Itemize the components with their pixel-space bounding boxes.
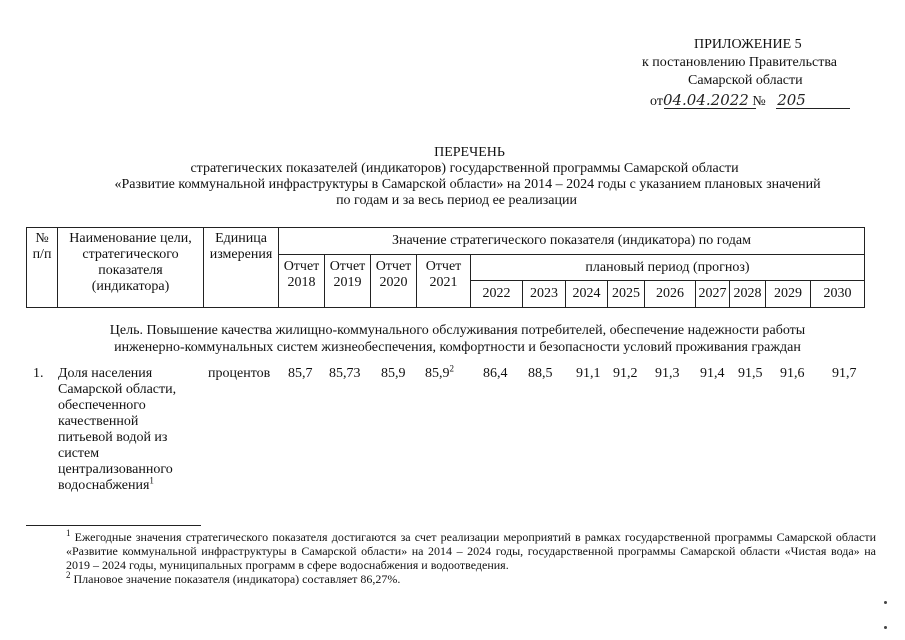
row1-value-2024: 91,1 [576, 366, 601, 381]
goal-text [0, 322, 905, 356]
col-unit-header [204, 228, 279, 308]
footnotes [26, 530, 876, 586]
row1-value-2029: 91,6 [780, 366, 805, 381]
row1-name-line2: Самарской области, [58, 382, 177, 397]
appendix-line3: Самарской области [688, 73, 803, 88]
heading-line1: стратегических показателей (индикаторов) государственной программы Самарской области [190, 161, 739, 176]
goal-line1: Цель. Повышение качества жилищно-коммунального обслуживания потребителей, обеспечение надежности работы [109, 323, 806, 338]
row1-value-2021 [425, 363, 454, 382]
col-number-line2: п/п [32, 247, 52, 262]
date-prefix: от [650, 94, 663, 109]
plan-year-2030: 2030 [811, 281, 865, 308]
report-2021-header [417, 255, 471, 308]
row1-name-line4: качественной [58, 414, 139, 429]
date-value: 04.04.2022 [662, 91, 749, 109]
row1-value-2027: 91,4 [700, 366, 725, 381]
footnote-2-mark: 2 [66, 570, 71, 580]
row1-value-2022: 86,4 [483, 366, 508, 381]
indicators-table-header [26, 227, 865, 308]
report-word: Отчет [283, 259, 320, 274]
footnote-2-text: Плановое значение показателя (индикатора) составляет 86,27%. [73, 572, 401, 586]
report-year: 2020 [379, 275, 408, 290]
heading-line2: «Развитие коммунальной инфраструктуры в Самарской области» на 2014 – 2024 годы с указанием плановых значений [114, 177, 821, 192]
goal-line2: инженерно-коммунальных систем жизнеобеспечения, комфортности и безопасности условий проживания граждан [114, 340, 801, 355]
col-number-header [27, 228, 58, 308]
footnote-2 [26, 572, 876, 586]
report-2020-header [371, 255, 417, 308]
col-unit-line1: Единица [215, 231, 267, 246]
row1-name [58, 366, 208, 494]
row1-value-2026: 91,3 [655, 366, 680, 381]
row1-value-2030: 91,7 [832, 366, 857, 381]
scan-speck [884, 626, 887, 629]
row1-value-2028: 91,5 [738, 366, 763, 381]
heading-line3: по годам и за весь период ее реализации [336, 193, 577, 208]
date-underline [664, 108, 756, 109]
plan-year-2022: 2022 [471, 281, 523, 308]
plan-year-2027: 2027 [696, 281, 730, 308]
footnote-ref-2: 2 [449, 363, 454, 374]
row1-value-2019: 85,73 [329, 366, 361, 381]
footnote-1-text: Ежегодные значения стратегического показателя достигаются за счет реализации мероприятий в рамках государственной программы Самарской области «Развитие коммунальной инфраструктуры в Самарской области» на 2014 – 2024 годы, государственной программы Самарской области «Чистая вода» на 2019 – 2024 годы, муниципальных программ в сфере водоснабжения и водоотведения. [66, 530, 877, 572]
row1-name-line7: централизованного [58, 462, 173, 477]
report-word: Отчет [375, 259, 412, 274]
report-word: Отчет [329, 259, 366, 274]
report-year: 2019 [333, 275, 362, 290]
row1-value-2020: 85,9 [381, 366, 406, 381]
plan-year-2024: 2024 [566, 281, 608, 308]
col-name-line3: показателя [98, 263, 163, 278]
row1-name-line1: Доля населения [58, 366, 153, 381]
document-heading [0, 145, 905, 209]
row1-value-2023: 88,5 [528, 366, 553, 381]
plan-year-2025: 2025 [608, 281, 645, 308]
col-name-line1: Наименование цели, [69, 231, 192, 246]
row1-name-line3: обеспеченного [58, 398, 146, 413]
row1-name-line6: систем [58, 446, 100, 461]
plan-year-2028: 2028 [730, 281, 766, 308]
values-group-header: Значение стратегического показателя (индикатора) по годам [279, 228, 865, 255]
number-value: 205 [777, 91, 806, 109]
plan-year-2023: 2023 [523, 281, 566, 308]
row1-name-line5: питьевой водой из [58, 430, 168, 445]
footnote-ref-1: 1 [149, 475, 154, 486]
report-2018-header [279, 255, 325, 308]
row1-number: 1. [33, 366, 44, 381]
scan-speck [884, 601, 887, 604]
report-year: 2021 [429, 275, 458, 290]
appendix-title: ПРИЛОЖЕНИЕ 5 [694, 37, 802, 52]
plan-year-2026: 2026 [645, 281, 696, 308]
col-name-line4: (индикатора) [91, 279, 170, 294]
footnote-1-mark: 1 [66, 528, 71, 538]
row1-name-line8: водоснабжения [58, 478, 150, 493]
number-prefix: № [752, 94, 766, 109]
row1-value-2018: 85,7 [288, 366, 313, 381]
row1-value-2025: 91,2 [613, 366, 638, 381]
col-name-header [58, 228, 204, 308]
footnote-separator [26, 525, 201, 526]
plan-year-2029: 2029 [766, 281, 811, 308]
row1-value-2021-text: 85,9 [425, 366, 450, 381]
report-2019-header [325, 255, 371, 308]
footnote-1 [26, 530, 876, 572]
report-word: Отчет [425, 259, 462, 274]
col-name-line2: стратегического [82, 247, 179, 262]
plan-period-header: плановый период (прогноз) [471, 255, 865, 281]
number-underline [776, 108, 850, 109]
col-number-line1: № [35, 231, 49, 246]
heading-title: ПЕРЕЧЕНЬ [434, 145, 505, 160]
report-year: 2018 [287, 275, 316, 290]
col-unit-line2: измерения [209, 247, 273, 262]
appendix-line2: к постановлению Правительства [642, 55, 838, 70]
row1-unit: процентов [208, 366, 271, 381]
